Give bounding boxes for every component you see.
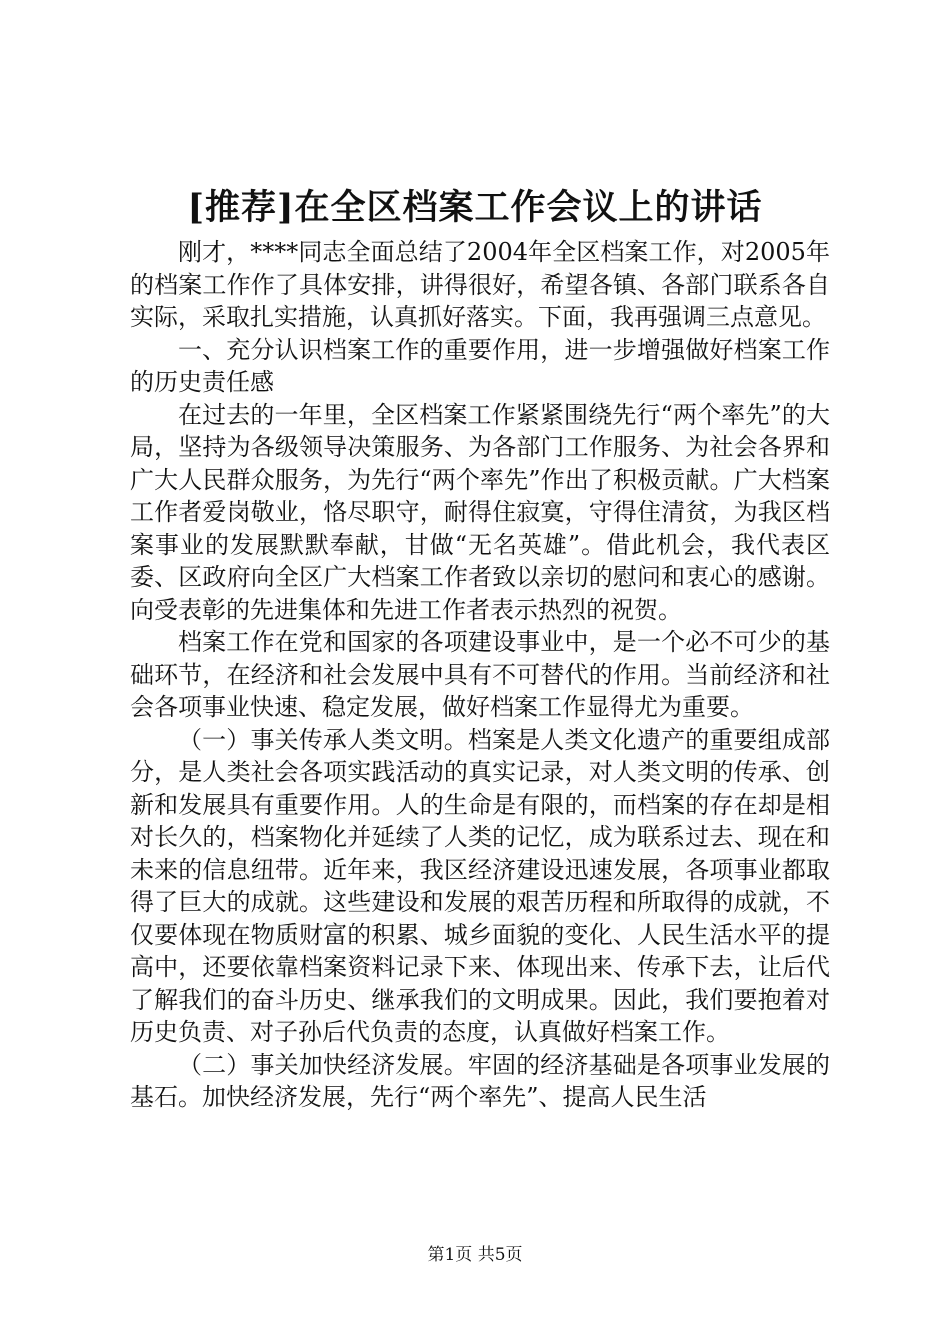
paragraph: 档案工作在党和国家的各项建设事业中，是一个必不可少的基础环节，在经济和社会发展中具有不可替代的作用。当前经济和社会各项事业快速、稳定发展，做好档案工作显得尤为重要。 — [130, 628, 830, 721]
document-title: [推荐]在全区档案工作会议上的讲话 — [187, 187, 763, 228]
document-body — [130, 236, 830, 1114]
paragraph-intro: 刚才，****同志全面总结了2004年全区档案工作，对2005年的档案工作作了具体安排，讲得很好，希望各镇、各部门联系各自实际，采取扎实措施，认真抓好落实。下面，我再强调三点意见。 — [130, 238, 830, 331]
page-footer: 第1页 共5页 — [427, 1245, 523, 1265]
paragraph-point-1: （一）事关传承人类文明。档案是人类文化遗产的重要组成部分，是人类社会各项实践活动的真实记录，对人类文明的传承、创新和发展具有重要作用。人的生命是有限的，而档案的存在却是相对长久的，档案物化并延续了人类的记忆，成为联系过去、现在和未来的信息纽带。近年来，我区经济建设迅速发展，各项事业都取得了巨大的成就。这些建设和发展的艰苦历程和所取得的成就，不仅要体现在物质财富的积累、城乡面貌的变化、人民生活水平的提高中，还要依靠档案资料记录下来、体现出来、传承下去，让后代了解我们的奋斗历史、继承我们的文明成果。因此，我们要抱着对历史负责、对子孙后代负责的态度，认真做好档案工作。 — [130, 725, 830, 1046]
paragraph-point-2: （二）事关加快经济发展。牢固的经济基础是各项事业发展的基石。加快经济发展，先行“两个率先”、提高人民生活 — [130, 1050, 830, 1111]
section-heading-1: 一、充分认识档案工作的重要作用，进一步增强做好档案工作的历史责任感 — [130, 335, 830, 396]
paragraph: 在过去的一年里，全区档案工作紧紧围绕先行“两个率先”的大局，坚持为各级领导决策服务、为各部门工作服务、为社会各界和广大人民群众服务，为先行“两个率先”作出了积极贡献。广大档案工作者爱岗敬业，恪尽职守，耐得住寂寞，守得住清贫，为我区档案事业的发展默默奉献，甘做“无名英雄”。借此机会，我代表区委、区政府向全区广大档案工作者致以亲切的慰问和衷心的感谢。向受表彰的先进集体和先进工作者表示热烈的祝贺。 — [130, 400, 830, 624]
